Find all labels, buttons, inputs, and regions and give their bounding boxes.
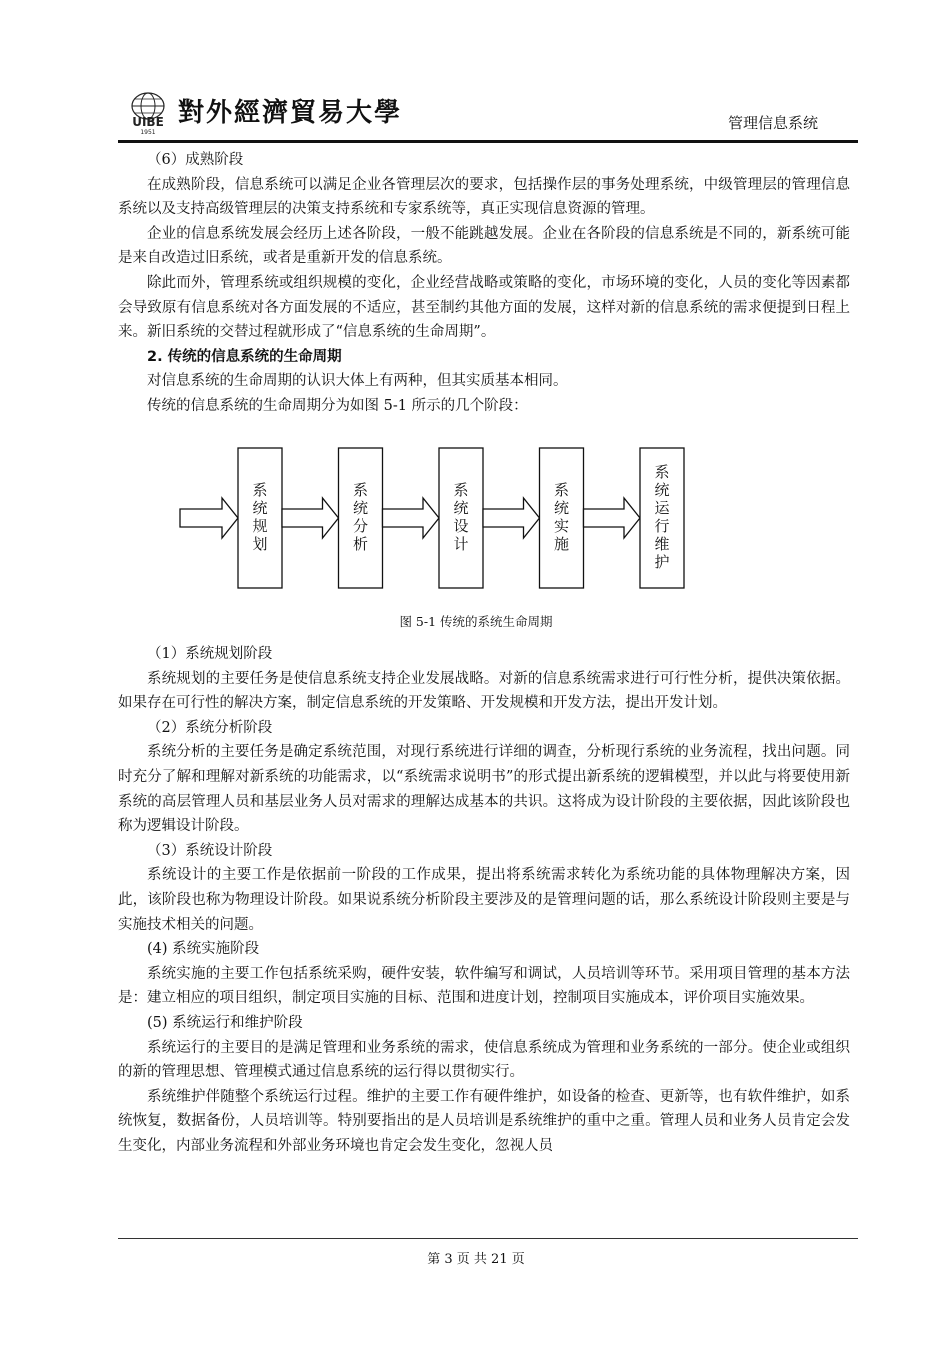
section-subheading: （3）系统设计阶段 xyxy=(147,842,273,859)
paragraph: 在成熟阶段，信息系统可以满足企业各管理层次的要求，包括操作层的事务处理系统，中级管理层的管理信息系统以及支持高级管理层的决策支持系统和专家系统等，真正实现信息资源的管理。 xyxy=(118,176,850,218)
section-subheading: （6）成熟阶段 xyxy=(147,152,244,168)
paragraph: 系统实施的主要工作包括系统采购，硬件安装，软件编写和调试，人员培训等环节。采用项目管理的基本方法是：建立相应的项目组织，制定项目实施的目标、范围和进度计划，控制项目实施成本，评价项目实施效果。 xyxy=(118,965,850,1007)
paragraph: 除此而外，管理系统或组织规模的变化，企业经营战略或策略的变化，市场环境的变化，人员的变化等因素都会导致原有信息系统对各方面发展的不适应，甚至制约其他方面的发展，这样对新的信息系统的需求便提到日程上来。新旧系统的交替过程就形成了“信息系统的生命周期”。 xyxy=(118,274,850,341)
bottom-text-block xyxy=(118,642,850,1158)
paragraph: 系统规划的主要任务是使信息系统支持企业发展战略。对新的信息系统需求进行可行性分析，提供决策依据。如果存在可行性的解决方案，制定信息系统的开发策略、开发规模和开发方法，提出开发计划。 xyxy=(118,670,850,712)
paragraph: 传统的信息系统的生命周期分为如图 5-1 所示的几个阶段： xyxy=(147,397,528,414)
section-subheading: (5) 系统运行和维护阶段 xyxy=(147,1014,303,1031)
lifecycle-diagram xyxy=(118,440,858,600)
flow-arrow-0 xyxy=(180,498,238,538)
paragraph: 系统分析的主要任务是确定系统范围，对现行系统进行详细的调查，分析现行系统的业务流程，找出问题。同时充分了解和理解对新系统的功能需求，以“系统需求说明书”的形式提出新系统的逻辑模型，并以此与将要使用新系统的高层管理人员和基层业务人员对需求的理解达成基本的共识。这将成为设计阶段的主要依据，因此该阶段也称为逻辑设计阶段。 xyxy=(118,744,850,835)
page-number: 第 3 页 共 21 页 xyxy=(427,1252,525,1267)
stage-label-4: 系统实施 xyxy=(553,481,570,553)
flow-arrow-3 xyxy=(483,498,540,538)
university-name: 對外經濟貿易大學 xyxy=(178,98,403,128)
stage-label-3: 系统设计 xyxy=(453,481,469,553)
stage-label-2: 系统分析 xyxy=(352,481,369,553)
section-subheading: （1）系统规划阶段 xyxy=(147,646,273,662)
logo-abbr: UIBE xyxy=(132,115,164,129)
footer-divider xyxy=(118,1238,858,1239)
paragraph: 系统维护伴随整个系统运行过程。维护的主要工作有硬件维护，如设备的检查、更新等，也有软件维护，如系统恢复，数据备份，人员培训等。特别要指出的是人员培训是系统维护的重中之重。管理人员和业务人员肯定会发生变化，内部业务流程和外部业务环境也肯定会发生变化，忽视人员 xyxy=(118,1088,850,1154)
paragraph: 对信息系统的生命周期的认识大体上有两种，但其实质基本相同。 xyxy=(147,373,568,390)
section-heading: 2. 传统的信息系统的生命周期 xyxy=(147,348,342,365)
flow-arrow-4 xyxy=(584,498,641,538)
page-header xyxy=(118,88,858,140)
figure-caption: 图 5-1 传统的系统生命周期 xyxy=(399,614,553,629)
top-text-block xyxy=(118,148,850,419)
flow-arrow-2 xyxy=(383,498,440,538)
paragraph: 系统运行的主要目的是满足管理和业务系统的需求，使信息系统成为管理和业务系统的一部分。使企业或组织的新的管理思想、管理模式通过信息系统的运行得以贯彻实行。 xyxy=(118,1039,850,1081)
university-logo-icon xyxy=(118,88,178,136)
course-title: 管理信息系统 xyxy=(727,114,818,132)
stage-label-5: 系统运行维护 xyxy=(654,463,670,571)
stage-label-1: 系统规划 xyxy=(252,481,268,553)
header-divider xyxy=(118,140,858,143)
section-subheading: (4) 系统实施阶段 xyxy=(147,941,260,958)
logo-year: 1951 xyxy=(140,129,156,136)
flow-arrow-1 xyxy=(282,498,339,538)
section-subheading: （2）系统分析阶段 xyxy=(147,719,273,736)
paragraph: 系统设计的主要工作是依据前一阶段的工作成果，提出将系统需求转化为系统功能的具体物理解决方案，因此，该阶段也称为物理设计阶段。如果说系统分析阶段主要涉及的是管理问题的话，那么系统设计阶段则主要是与实施技术相关的问题。 xyxy=(118,867,850,933)
paragraph: 企业的信息系统发展会经历上述各阶段，一般不能跳越发展。企业在各阶段的信息系统是不同的，新系统可能是来自改造过旧系统，或者是重新开发的信息系统。 xyxy=(118,225,850,267)
